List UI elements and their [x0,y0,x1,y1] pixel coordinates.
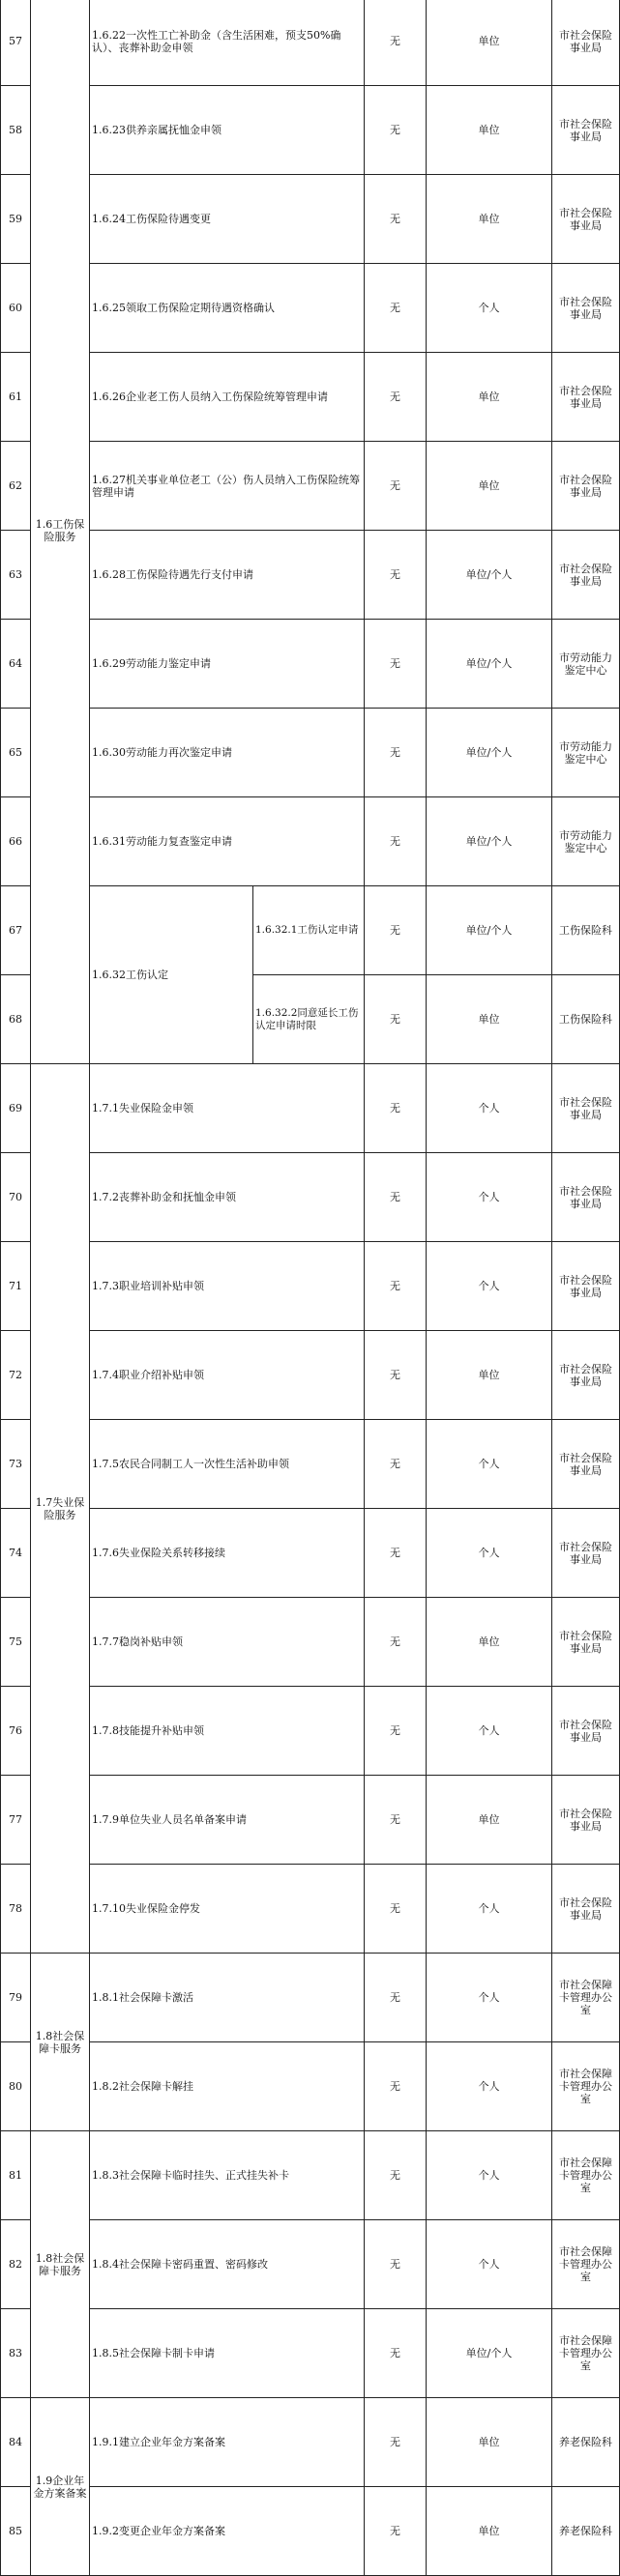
table-row [1,2131,620,2220]
department-cell: 市劳动能力鉴定中心 [552,620,620,709]
condition-cell: 无 [365,1954,427,2042]
row-number: 80 [1,2042,31,2131]
item-name-cell: 1.7.9单位失业人员名单备案申请 [90,1776,365,1865]
department-cell: 市社会保险事业局 [552,1509,620,1598]
sub-item-cell: 1.6.32.1工伤认定申请 [253,886,365,975]
applicant-cell: 单位/个人 [427,2309,552,2398]
item-name-cell: 1.8.2社会保障卡解挂 [90,2042,365,2131]
department-cell: 市社会保障卡管理办公室 [552,2042,620,2131]
category-cell: 1.8社会保障卡服务 [31,2131,90,2398]
applicant-cell: 个人 [427,1242,552,1331]
table-row [1,1420,620,1509]
item-name-cell: 1.6.29劳动能力鉴定申请 [90,620,365,709]
table-row [1,1954,620,2042]
item-name-cell: 1.8.1社会保障卡激活 [90,1954,365,2042]
department-cell: 工伤保险科 [552,975,620,1064]
condition-cell: 无 [365,264,427,353]
applicant-cell: 单位/个人 [427,797,552,886]
item-name-cell: 1.7.4职业介绍补贴申领 [90,1331,365,1420]
condition-cell: 无 [365,1153,427,1242]
applicant-cell: 个人 [427,2042,552,2131]
table-row [1,1064,620,1153]
condition-cell: 无 [365,2309,427,2398]
department-cell: 市社会保险事业局 [552,531,620,620]
applicant-cell: 单位/个人 [427,709,552,797]
applicant-cell: 单位/个人 [427,620,552,709]
item-name-cell: 1.7.10失业保险金停发 [90,1865,365,1954]
item-name-cell: 1.6.25领取工伤保险定期待遇资格确认 [90,264,365,353]
department-cell: 市社会保险事业局 [552,0,620,86]
condition-cell: 无 [365,2398,427,2487]
condition-cell: 无 [365,2131,427,2220]
applicant-cell: 单位 [427,442,552,531]
condition-cell: 无 [365,2487,427,2576]
row-number: 83 [1,2309,31,2398]
row-number: 70 [1,1153,31,1242]
applicant-cell: 单位 [427,2487,552,2576]
table-row [1,2487,620,2576]
table-row [1,1598,620,1687]
category-cell: 1.8社会保障卡服务 [31,1954,90,2131]
condition-cell: 无 [365,886,427,975]
sub-item-cell: 1.6.32.2同意延长工伤认定申请时限 [253,975,365,1064]
row-number: 62 [1,442,31,531]
condition-cell: 无 [365,1242,427,1331]
table-row [1,442,620,531]
applicant-cell: 单位 [427,1776,552,1865]
condition-cell: 无 [365,1331,427,1420]
applicant-cell: 个人 [427,1954,552,2042]
row-number: 75 [1,1598,31,1687]
row-number: 85 [1,2487,31,2576]
table-row [1,531,620,620]
row-number: 69 [1,1064,31,1153]
row-number: 58 [1,86,31,175]
applicant-cell: 个人 [427,1153,552,1242]
table-row [1,264,620,353]
item-name-cell: 1.7.8技能提升补贴申领 [90,1687,365,1776]
department-cell: 市社会保障卡管理办公室 [552,2309,620,2398]
row-number: 63 [1,531,31,620]
row-number: 74 [1,1509,31,1598]
table-row [1,886,620,975]
table-row [1,620,620,709]
condition-cell: 无 [365,1598,427,1687]
table-row [1,86,620,175]
department-cell: 工伤保险科 [552,886,620,975]
condition-cell: 无 [365,709,427,797]
row-number: 66 [1,797,31,886]
department-cell: 市社会保险事业局 [552,1331,620,1420]
row-number: 59 [1,175,31,264]
table-row [1,0,620,86]
department-cell: 市社会保险事业局 [552,1153,620,1242]
department-cell: 市社会保险事业局 [552,175,620,264]
applicant-cell: 单位 [427,1331,552,1420]
item-name-cell: 1.6.22一次性工亡补助金（含生活困难，预支50%确认）、丧葬补助金申领 [90,0,365,86]
row-number: 64 [1,620,31,709]
table-row [1,1242,620,1331]
item-name-cell: 1.7.3职业培训补贴申领 [90,1242,365,1331]
category-cell: 1.9企业年金方案备案 [31,2398,90,2576]
condition-cell: 无 [365,353,427,442]
department-cell: 市社会保障卡管理办公室 [552,1954,620,2042]
condition-cell: 无 [365,1420,427,1509]
table-row [1,175,620,264]
item-name-cell: 1.7.1失业保险金申领 [90,1064,365,1153]
applicant-cell: 个人 [427,1420,552,1509]
condition-cell: 无 [365,2220,427,2309]
applicant-cell: 单位/个人 [427,886,552,975]
department-cell: 市社会保险事业局 [552,353,620,442]
department-cell: 养老保险科 [552,2398,620,2487]
department-cell: 市社会保险事业局 [552,1420,620,1509]
row-number: 76 [1,1687,31,1776]
condition-cell: 无 [365,1776,427,1865]
condition-cell: 无 [365,1687,427,1776]
table-row [1,2220,620,2309]
department-cell: 市社会保险事业局 [552,86,620,175]
item-name-cell: 1.6.23供养亲属抚恤金申领 [90,86,365,175]
applicant-cell: 单位 [427,175,552,264]
item-name-cell: 1.7.5农民合同制工人一次性生活补助申领 [90,1420,365,1509]
row-number: 81 [1,2131,31,2220]
department-cell: 市社会保险事业局 [552,264,620,353]
row-number: 67 [1,886,31,975]
condition-cell: 无 [365,175,427,264]
item-name-cell: 1.7.7稳岗补贴申领 [90,1598,365,1687]
table-row [1,1687,620,1776]
row-number: 60 [1,264,31,353]
row-number: 68 [1,975,31,1064]
applicant-cell: 个人 [427,1509,552,1598]
department-cell: 养老保险科 [552,2487,620,2576]
table-body [1,0,620,2576]
condition-cell: 无 [365,0,427,86]
table-row [1,1331,620,1420]
table-row [1,2398,620,2487]
department-cell: 市劳动能力鉴定中心 [552,797,620,886]
applicant-cell: 单位 [427,0,552,86]
row-number: 57 [1,0,31,86]
table-row [1,353,620,442]
table-row [1,1776,620,1865]
item-name-cell: 1.6.27机关事业单位老工（公）伤人员纳入工伤保险统筹管理申请 [90,442,365,531]
category-cell: 1.6工伤保险服务 [31,0,90,1064]
department-cell: 市社会保障卡管理办公室 [552,2131,620,2220]
applicant-cell: 单位 [427,975,552,1064]
row-number: 72 [1,1331,31,1420]
department-cell: 市社会保险事业局 [552,442,620,531]
condition-cell: 无 [365,1509,427,1598]
department-cell: 市社会保障卡管理办公室 [552,2220,620,2309]
applicant-cell: 单位 [427,86,552,175]
item-name-cell: 1.6.32工伤认定 [90,886,253,1064]
item-name-cell: 1.6.30劳动能力再次鉴定申请 [90,709,365,797]
applicant-cell: 个人 [427,1865,552,1954]
item-name-cell: 1.9.1建立企业年金方案备案 [90,2398,365,2487]
row-number: 82 [1,2220,31,2309]
item-name-cell: 1.7.2丧葬补助金和抚恤金申领 [90,1153,365,1242]
item-name-cell: 1.6.28工伤保险待遇先行支付申请 [90,531,365,620]
department-cell: 市社会保险事业局 [552,1776,620,1865]
table-row [1,2309,620,2398]
applicant-cell: 个人 [427,1064,552,1153]
category-cell: 1.7失业保险服务 [31,1064,90,1954]
department-cell: 市社会保险事业局 [552,1865,620,1954]
condition-cell: 无 [365,531,427,620]
row-number: 61 [1,353,31,442]
condition-cell: 无 [365,1865,427,1954]
condition-cell: 无 [365,797,427,886]
applicant-cell: 单位 [427,1598,552,1687]
department-cell: 市社会保险事业局 [552,1598,620,1687]
table-row [1,709,620,797]
applicant-cell: 单位 [427,353,552,442]
table-row [1,797,620,886]
condition-cell: 无 [365,86,427,175]
condition-cell: 无 [365,2042,427,2131]
applicant-cell: 单位 [427,2398,552,2487]
item-name-cell: 1.8.3社会保障卡临时挂失、正式挂失补卡 [90,2131,365,2220]
item-name-cell: 1.9.2变更企业年金方案备案 [90,2487,365,2576]
department-cell: 市社会保险事业局 [552,1064,620,1153]
row-number: 65 [1,709,31,797]
department-cell: 市社会保险事业局 [552,1242,620,1331]
item-name-cell: 1.6.26企业老工伤人员纳入工伤保险统筹管理申请 [90,353,365,442]
row-number: 77 [1,1776,31,1865]
row-number: 84 [1,2398,31,2487]
department-cell: 市劳动能力鉴定中心 [552,709,620,797]
row-number: 71 [1,1242,31,1331]
item-name-cell: 1.8.5社会保障卡制卡申请 [90,2309,365,2398]
row-number: 79 [1,1954,31,2042]
applicant-cell: 个人 [427,264,552,353]
department-cell: 市社会保险事业局 [552,1687,620,1776]
table-row [1,2042,620,2131]
table-row [1,1865,620,1954]
table-row [1,1509,620,1598]
applicant-cell: 个人 [427,2131,552,2220]
applicant-cell: 个人 [427,1687,552,1776]
row-number: 73 [1,1420,31,1509]
condition-cell: 无 [365,975,427,1064]
item-name-cell: 1.6.31劳动能力复查鉴定申请 [90,797,365,886]
applicant-cell: 单位/个人 [427,531,552,620]
item-name-cell: 1.8.4社会保障卡密码重置、密码修改 [90,2220,365,2309]
condition-cell: 无 [365,442,427,531]
row-number: 78 [1,1865,31,1954]
item-name-cell: 1.7.6失业保险关系转移接续 [90,1509,365,1598]
table-row [1,1153,620,1242]
condition-cell: 无 [365,620,427,709]
applicant-cell: 个人 [427,2220,552,2309]
item-name-cell: 1.6.24工伤保险待遇变更 [90,175,365,264]
condition-cell: 无 [365,1064,427,1153]
